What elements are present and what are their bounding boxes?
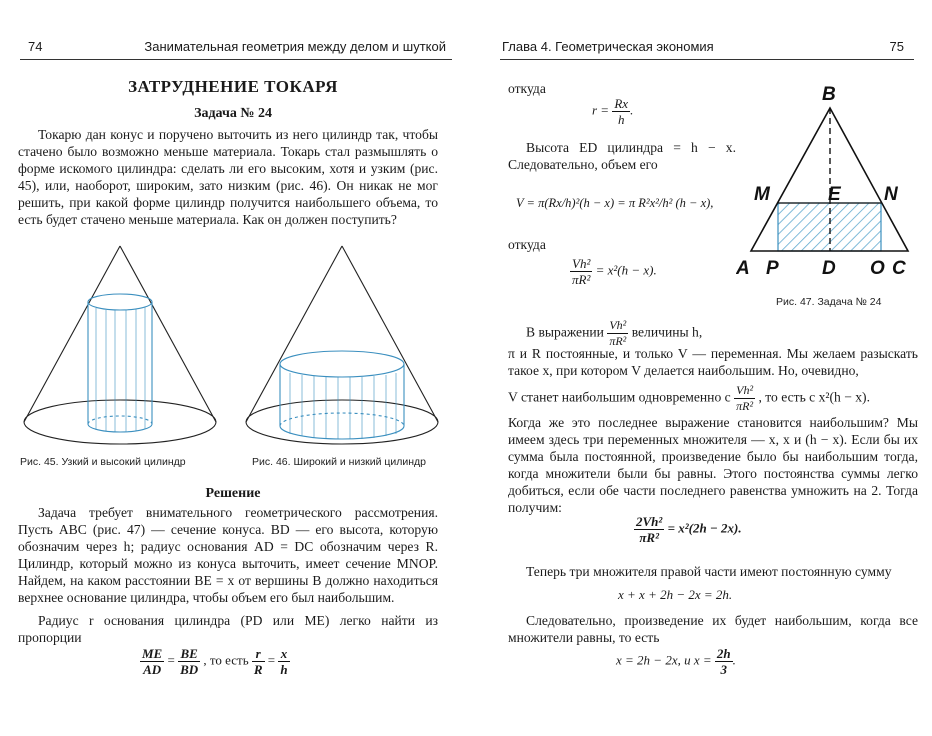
height-text: Высота ED цилиндра = h − x. Следовательно, объем его xyxy=(508,140,736,172)
figure-46-caption: Рис. 46. Широкий и низкий цилиндр xyxy=(252,456,427,468)
figure-47-caption: Рис. 47. Задача № 24 xyxy=(776,296,882,308)
volume-formula: V = π(Rx/h)²(h − x) = π R²x²/h² (h − x), xyxy=(516,196,714,210)
problem-number: Задача № 24 xyxy=(194,106,272,121)
proportion-formula: $\frac{ME}{AD}$ = $\frac{BE}{BD}$ , то есть $\frac{r}{R}$ = $\frac{x}{h}$ xyxy=(142,646,288,677)
intro-paragraph: Токарю дан конус и поручено выточить из него цилиндр так, чтобы стачено было возможно меньше материала. Токарь стал размышлять о форме искомого цилиндра: сделать ли его высоким, хотя и узким (рис. 45), или, наоборот, широким, зато низким (рис. 46). Он никак не мог решить, при какой форме цилиндр получится наибольшего объема, то есть будет стачено меньше материала. Как он должен поступить? xyxy=(18,127,438,227)
cone-base-ellipse xyxy=(24,400,216,444)
expr-line-1: В выражении $\frac{\text{Vh²}}{\text{πR²}}$ величины h, xyxy=(526,318,703,348)
consequently-text: Следовательно, произведение их будет наибольшим, когда все множители равны, то есть xyxy=(508,613,918,645)
cone-side-left xyxy=(24,246,120,422)
label-o: O xyxy=(870,258,885,279)
expr-line-3: V станет наибольшим одновременно с $\frac{\text{Vh²}}{\text{πR²}}$ , то есть с x²(h − x). xyxy=(508,383,870,413)
two-vh-formula: $\frac{\text{2Vh²}}{\text{πR²}}$ = x²(2h − 2x). xyxy=(636,514,742,545)
label-n: N xyxy=(884,184,898,205)
three-factors-text: Теперь три множителя правой части имеют постоянную сумму xyxy=(526,564,892,579)
figure-45 xyxy=(14,240,224,452)
wide-cylinder xyxy=(280,351,404,439)
expr-paragraph-2: π и R постоянные, и только V — переменная. Мы желаем разыскать такое x, при котором V делается наибольшим. Но, очевидно, xyxy=(508,346,918,378)
label-m: M xyxy=(754,184,770,205)
vh-formula: $\frac{\text{Vh²}}{\text{πR²}}$ = x²(h − x). xyxy=(572,256,657,287)
figure-46 xyxy=(238,240,450,452)
right-page xyxy=(466,0,932,736)
label-p: P xyxy=(766,258,779,279)
sum-formula: x + x + 2h − 2x = 2h. xyxy=(618,587,733,602)
label-c: C xyxy=(892,258,906,279)
right-header-rule xyxy=(500,59,914,60)
figure-47 xyxy=(736,78,926,288)
cone-side-right xyxy=(342,246,438,422)
label-e: E xyxy=(828,184,841,205)
solution-heading: Решение xyxy=(205,486,261,501)
label-a: A xyxy=(736,258,750,279)
cone-base-ellipse xyxy=(246,400,438,444)
whence-1: откуда xyxy=(508,81,546,96)
final-formula: x = 2h − 2x, и x = $\frac{2h}{3}$ . xyxy=(616,646,736,677)
whence-2: откуда xyxy=(508,237,546,252)
chapter-title: ЗАТРУДНЕНИЕ ТОКАРЯ xyxy=(128,77,338,96)
solution-paragraph-1: Задача требует внимательного геометрического рассмотрения. Пусть ABC (рис. 47) — сечение конуса. BD — его высота, которую обозначим через h; радиус основания AD = DC обозначим через R. Цилиндр, который можно из конуса выточить, имеет сечение MNOP. Найдем, на каком расстоянии BE = x от вершины B должно находиться верхнее основание цилиндра, чтобы объем его был наибольшим. xyxy=(18,505,438,605)
figure-45-caption: Рис. 45. Узкий и высокий цилиндр xyxy=(20,456,186,468)
solution-paragraph-2: Радиус r основания цилиндра (PD или ME) легко найти из пропорции xyxy=(18,613,438,645)
right-page-number: 75 xyxy=(889,39,904,54)
cone-side-right xyxy=(120,246,216,422)
cone-side-left xyxy=(246,246,342,422)
left-header-title: Занимательная геометрия между делом и шуткой xyxy=(144,39,446,54)
left-header-rule xyxy=(20,59,452,60)
narrow-cylinder xyxy=(88,294,152,432)
label-d: D xyxy=(822,258,836,279)
left-page-number: 74 xyxy=(28,39,43,54)
r-formula: r = $\frac{Rx}{h}$ . xyxy=(592,96,634,127)
expr-paragraph-4: Когда же это последнее выражение становится наибольшим? Мы имеем здесь три переменных множителя — x, x и (h − x). Если бы их сумма была постоянной, произведение было бы наибольшим тогда, когда множители были бы равны. Этого постоянства суммы легко добиться, если обе части последнего равенства умножить на 2. Тогда получим: xyxy=(508,415,918,515)
label-b: B xyxy=(822,84,836,105)
right-header-title: Глава 4. Геометрическая экономия xyxy=(502,39,714,54)
